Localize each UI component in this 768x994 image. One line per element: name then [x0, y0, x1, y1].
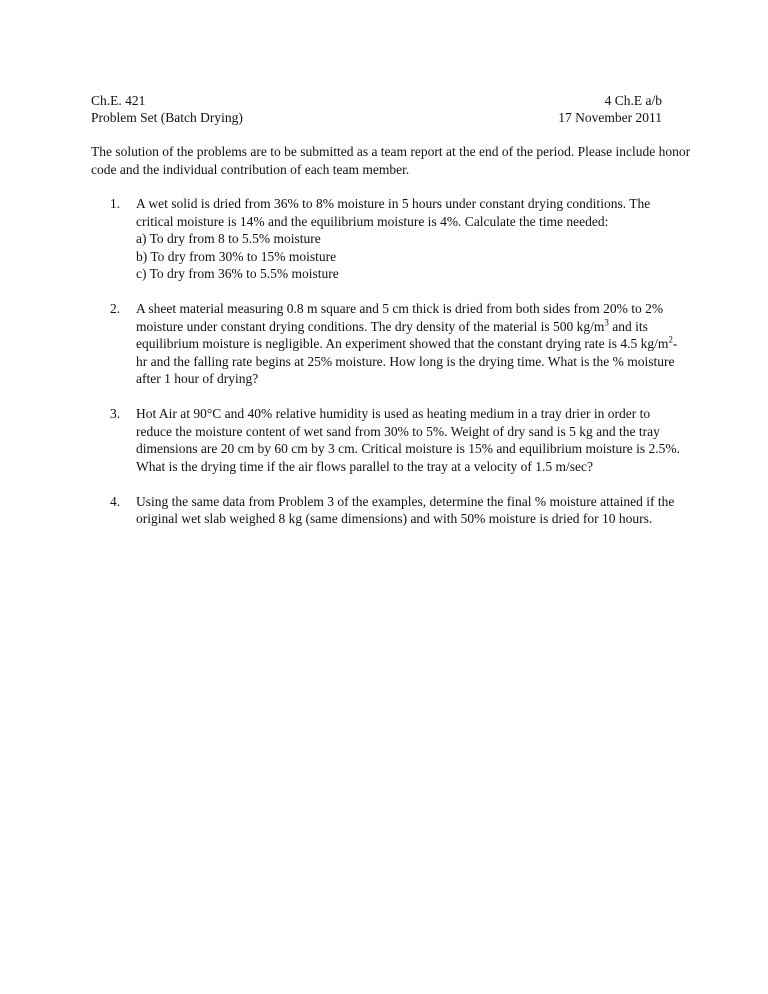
- problem-number: 4.: [110, 493, 121, 509]
- problem-text: Hot Air at 90°C and 40% relative humidity is used as heating medium in a tray drier in order to reduce the moisture content of wet sand from 30% to 5%. Weight of dry sand is 5 kg and the tray dimensions are 20 cm by 60 cm by 3 cm. Critical moisture is 15% and equilibrium moisture is 2.5%. What is the drying time if the air flows parallel to the tray at a velocity of 1.5 m/sec?: [136, 406, 681, 474]
- header-row-1: [91, 92, 662, 110]
- problem-list: [91, 195, 681, 545]
- problem-number: 1.: [110, 196, 121, 211]
- superscript: 2: [668, 334, 673, 345]
- problem-text: A sheet material measuring 0.8 m square and 5 cm thick is dried from both sides from 20% to 2% moisture under constant drying conditions. The dry density of the material is 500 $kg/m^3$ and its equilibrium moisture is negligible. An experiment showed that the constant drying rate is 4.5 $kg/m^2-hr$ and the falling rate begins at 25% moisture. How long is the drying time. What is the % moisture after 1 hour of drying?: [136, 301, 678, 386]
- problem-3: [91, 405, 681, 475]
- superscript: 3: [604, 317, 609, 327]
- section-label: 4 Ch.E a/b: [604, 93, 662, 108]
- problem-4: [91, 493, 681, 528]
- sub-item-c: c) To dry from 36% to 5.5% moisture: [136, 266, 339, 281]
- problem-number: 2.: [110, 301, 121, 316]
- problem-text: Using the same data from Problem 3 of the examples, determine the final % moisture attained if the original wet slab weighed 8 kg (same dimensions) and with 50% moisture is dried for 10 hours.: [136, 493, 675, 526]
- problem-2: [91, 300, 681, 388]
- problem-number: 3.: [110, 406, 121, 421]
- document-date: 17 November 2011: [558, 110, 662, 125]
- sub-item-b: b) To dry from 30% to 15% moisture: [136, 248, 337, 264]
- problem-1: [91, 195, 681, 283]
- header-row-2: [91, 109, 662, 127]
- course-code: Ch.E. 421: [91, 93, 146, 108]
- document-title: Problem Set (Batch Drying): [91, 110, 243, 125]
- problem-text: A wet solid is dried from 36% to 8% moisture in 5 hours under constant drying conditions. The critical moisture is 14% and the equilibrium moisture is 4%. Calculate the time needed: a) To dry from 8 to 5.5% moisture b) To dry from 30% to 15% moisture c) To dry from 36% to 5.5% moisture: [136, 195, 681, 283]
- sub-item-a: a) To dry from 8 to 5.5% moisture: [136, 231, 321, 246]
- intro-paragraph: The solution of the problems are to be submitted as a team report at the end of the period. Please include honor code and the individual contribution of each team member.: [91, 144, 691, 177]
